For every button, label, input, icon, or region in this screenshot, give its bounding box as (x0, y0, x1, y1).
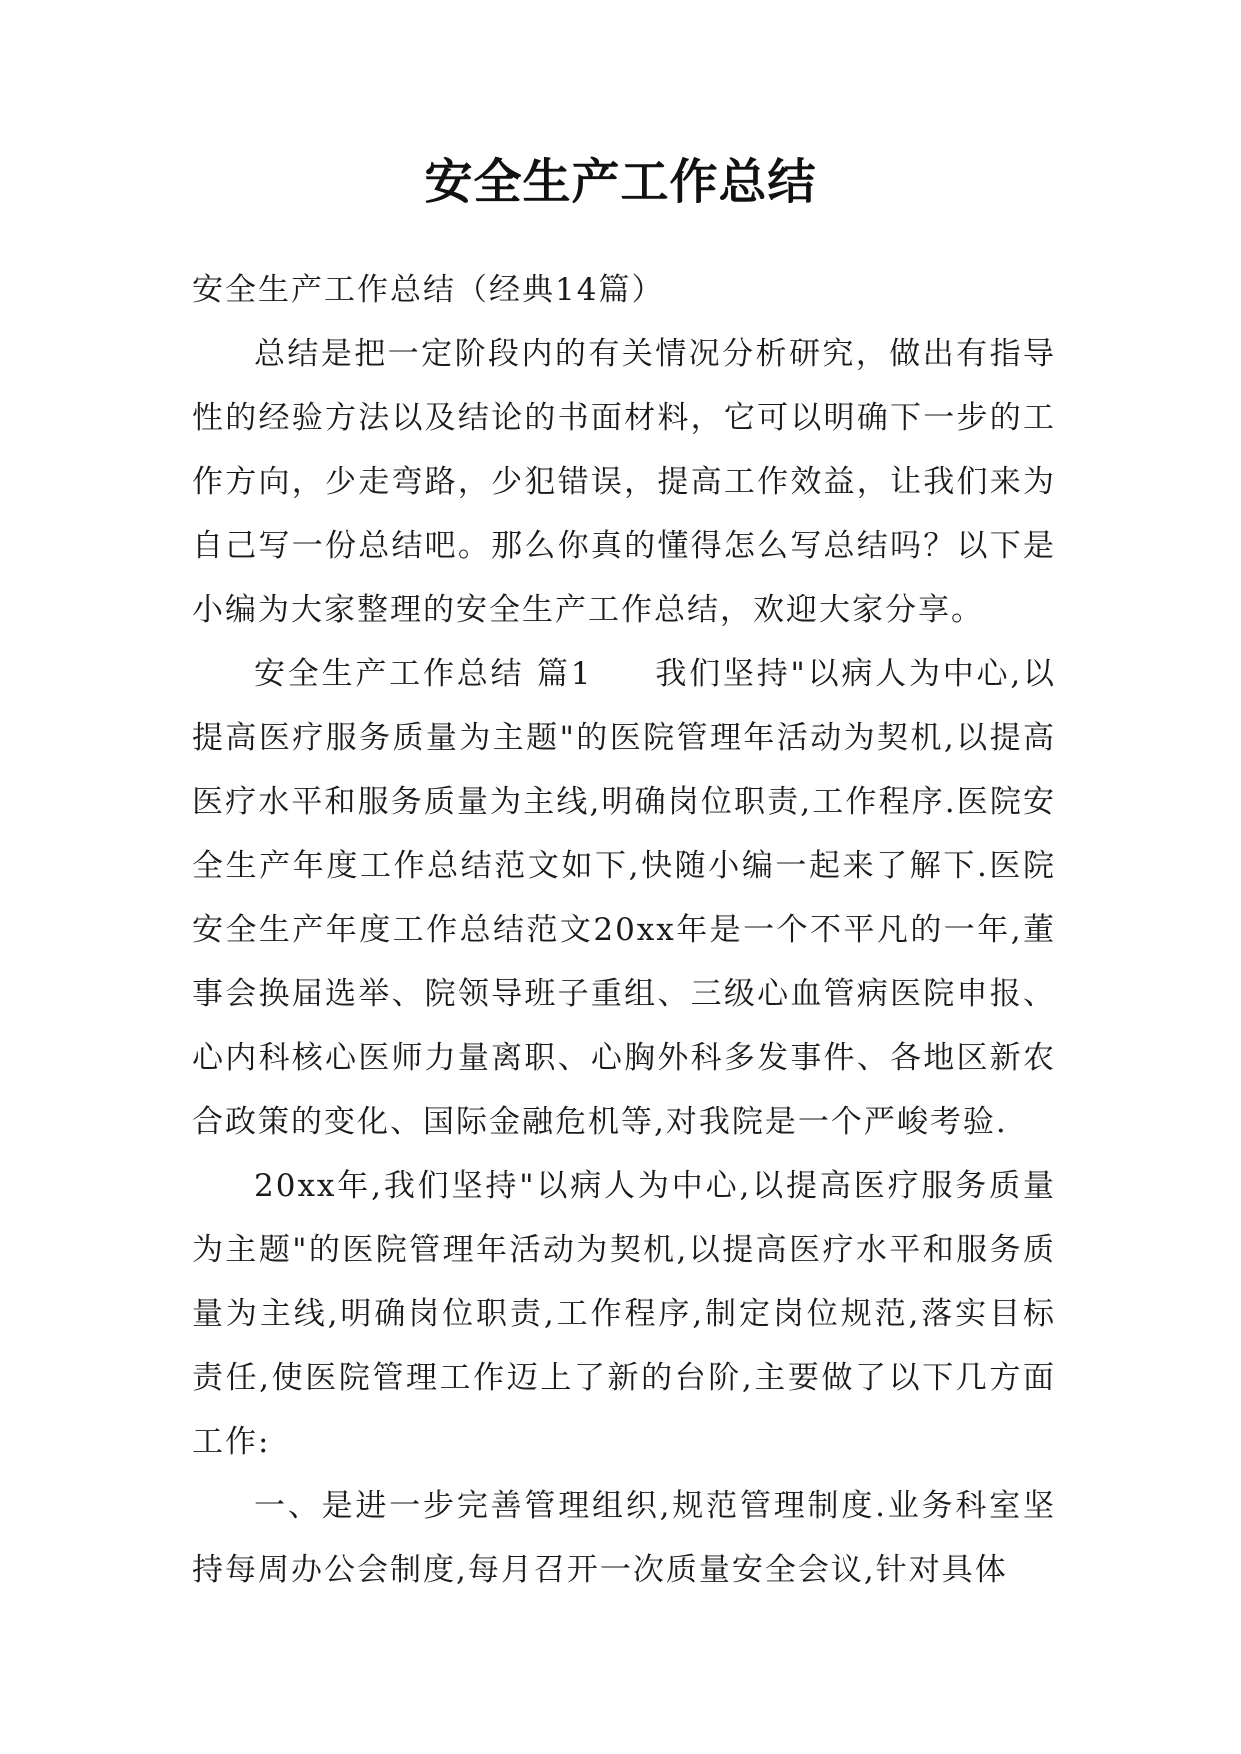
section-1-paragraph (192, 642, 1056, 1154)
body-paragraph-3: 一、是进一步完善管理组织,规范管理制度.业务科室坚持每周办公会制度,每月召开一次质量安全会议,针对具体 (192, 1488, 1056, 1588)
body-paragraph-2: 20xx年,我们坚持"以病人为中心,以提高医疗服务质量为主题"的医院管理年活动为契机,以提高医疗水平和服务质量为主线,明确岗位职责,工作程序,制定岗位规范,落实目标责任,使医院管理工作迈上了新的台阶,主要做了以下几方面工作: (192, 1168, 1056, 1460)
section-1-text: 我们坚持"以病人为中心,以提高医疗服务质量为主题"的医院管理年活动为契机,以提高医疗水平和服务质量为主线,明确岗位职责,工作程序.医院安全生产年度工作总结范文如下,快随小编一起来了解下.医院安全生产年度工作总结范文20xx年是一个不平凡的一年,董事会换届选举、院领导班子重组、三级心血管病医院申报、心内科核心医师力量离职、心胸外科多发事件、各地区新农合政策的变化、国际金融危机等,对我院是一个严峻考验. (192, 656, 1056, 1140)
document-body (192, 258, 1056, 1602)
document-subtitle: 安全生产工作总结（经典14篇） (192, 272, 665, 308)
document-title: 安全生产工作总结 (424, 154, 817, 210)
section-1-heading: 安全生产工作总结 篇1 (254, 656, 593, 692)
intro-paragraph: 总结是把一定阶段内的有关情况分析研究，做出有指导性的经验方法以及结论的书面材料，它可以明确下一步的工作方向，少走弯路，少犯错误，提高工作效益，让我们来为自己写一份总结吧。那么你真的懂得怎么写总结吗？以下是小编为大家整理的安全生产工作总结，欢迎大家分享。 (192, 336, 1056, 628)
